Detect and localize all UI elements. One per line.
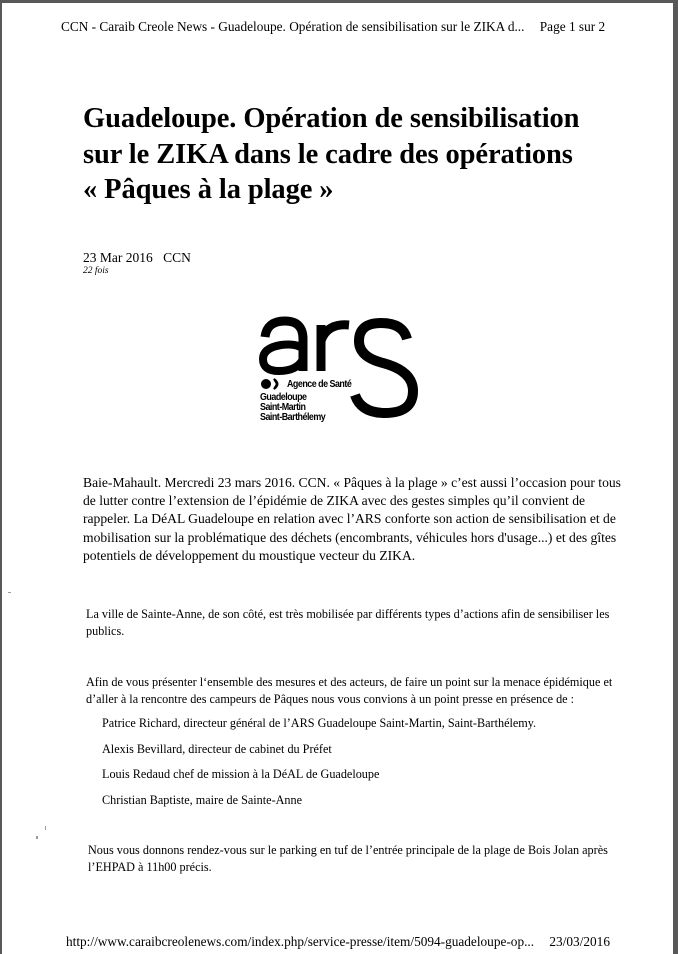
paragraph-rendezvous: Nous vous donnons rendez-vous sur le parking en tuf de l’entrée principale de la plage de Bois Jolan après l’EHPAD à 11h00 précis. <box>88 843 608 874</box>
footer-date: 23/03/2016 <box>549 934 610 949</box>
attendee-item: Christian Baptiste, maire de Sainte-Anne <box>102 793 303 807</box>
ars-logo <box>257 315 427 430</box>
attendee-item: Alexis Bevillard, directeur de cabinet du Préfet <box>102 742 332 756</box>
scan-speck <box>45 826 46 830</box>
running-footer <box>66 934 610 950</box>
logo-region-2: Saint-Barthélemy <box>260 411 326 423</box>
article-source: CCN <box>163 250 191 265</box>
attendee-item: Patrice Richard, directeur général de l’ARS Guadeloupe Saint-Martin, Saint-Barthélemy. <box>102 716 537 730</box>
attendee-item: Louis Redaud chef de mission à la DéAL de Guadeloupe <box>102 767 380 781</box>
footer-url: http://www.caraibcreolenews.com/index.php/service-presse/item/5094-guadeloupe-op... <box>66 934 535 949</box>
logo-region-0: Guadeloupe <box>260 391 307 403</box>
paragraph-intro: Baie-Mahault. Mercredi 23 mars 2016. CCN. « Pâques à la plage » c’est aussi l’occasion pour tous de lutter contre l’extension de l’épidémie de ZIKA avec des gestes simples qu’il convient de rappeler. La DéAL Guadeloupe en relation avec l’ARS conforte son action de sensibilisation et de mobilisation sur la problématique des déchets (encombrants, véhicules hors d'usage...) et des gîtes potentiels de développement du moustique vecteur du ZIKA. <box>83 475 621 563</box>
logo-tagline: Agence de Santé <box>287 378 352 390</box>
page-number: Page 1 sur 2 <box>539 19 606 34</box>
paragraph-sainte-anne: La ville de Sainte-Anne, de son côté, est très mobilisée par différents types d’actions afin de sensibiliser les publics. <box>86 607 610 638</box>
document-page <box>2 3 673 954</box>
running-header-title: CCN - Caraib Creole News - Guadeloupe. Opération de sensibilisation sur le ZIKA d... <box>61 19 525 34</box>
article-meta <box>83 250 191 266</box>
paragraph-invitation: Afin de vous présenter l‘ensemble des mesures et des acteurs, de faire un point sur la menace épidémique et d’aller à la rencontre des campeurs de Pâques nous vous convions à un point presse en présence de : <box>86 675 613 706</box>
running-header <box>61 19 605 35</box>
article-date: 23 Mar 2016 <box>83 250 153 265</box>
scan-speck <box>36 836 38 839</box>
article-title: Guadeloupe. Opération de sensibilisation sur le ZIKA dans le cadre des opérations « Pâques à la plage » <box>83 103 580 205</box>
logo-region-1: Saint-Martin <box>260 401 306 413</box>
view-count: 22 fois <box>83 266 109 276</box>
scan-speck <box>8 592 11 593</box>
